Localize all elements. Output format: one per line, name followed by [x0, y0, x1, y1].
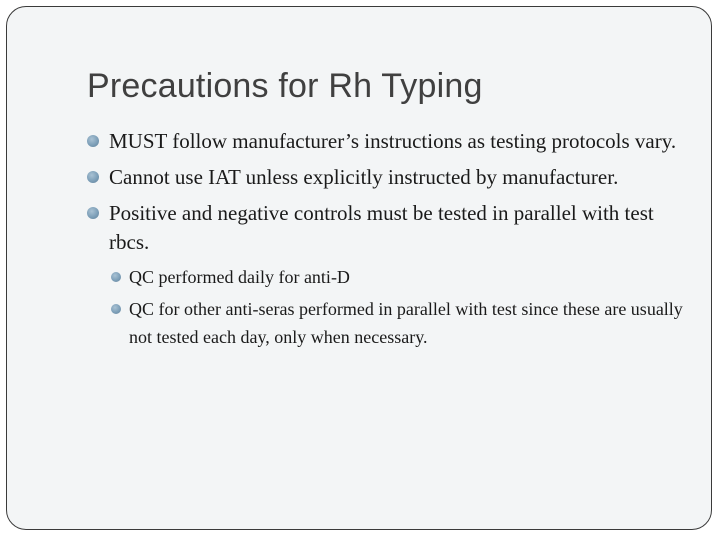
bullet-text: Positive and negative controls must be tested in parallel with test rbcs.	[109, 201, 654, 254]
bullet-item	[87, 127, 697, 156]
bullet-dot-icon	[87, 171, 99, 183]
sub-bullet-dot-icon	[111, 272, 121, 282]
sub-bullet-item	[109, 295, 697, 351]
slide-title: Precautions for Rh Typing	[87, 67, 483, 105]
bullet-dot-icon	[87, 207, 99, 219]
sub-bullet-text: QC performed daily for anti-D	[129, 267, 350, 287]
bullet-text: Cannot use IAT unless explicitly instructed by manufacturer.	[109, 165, 619, 189]
bullet-text: MUST follow manufacturer’s instructions as testing protocols vary.	[109, 129, 677, 153]
sub-bullet-text: QC for other anti-seras performed in parallel with test since these are usually not tested each day, only when necessary.	[129, 299, 683, 347]
bullet-item	[87, 199, 697, 351]
sub-bullet-item	[109, 263, 697, 291]
sub-bullet-dot-icon	[111, 304, 121, 314]
bullet-item	[87, 163, 697, 192]
sub-bullet-list	[109, 263, 697, 351]
bullet-dot-icon	[87, 135, 99, 147]
slide-frame	[6, 6, 712, 530]
bullet-list	[87, 127, 697, 358]
